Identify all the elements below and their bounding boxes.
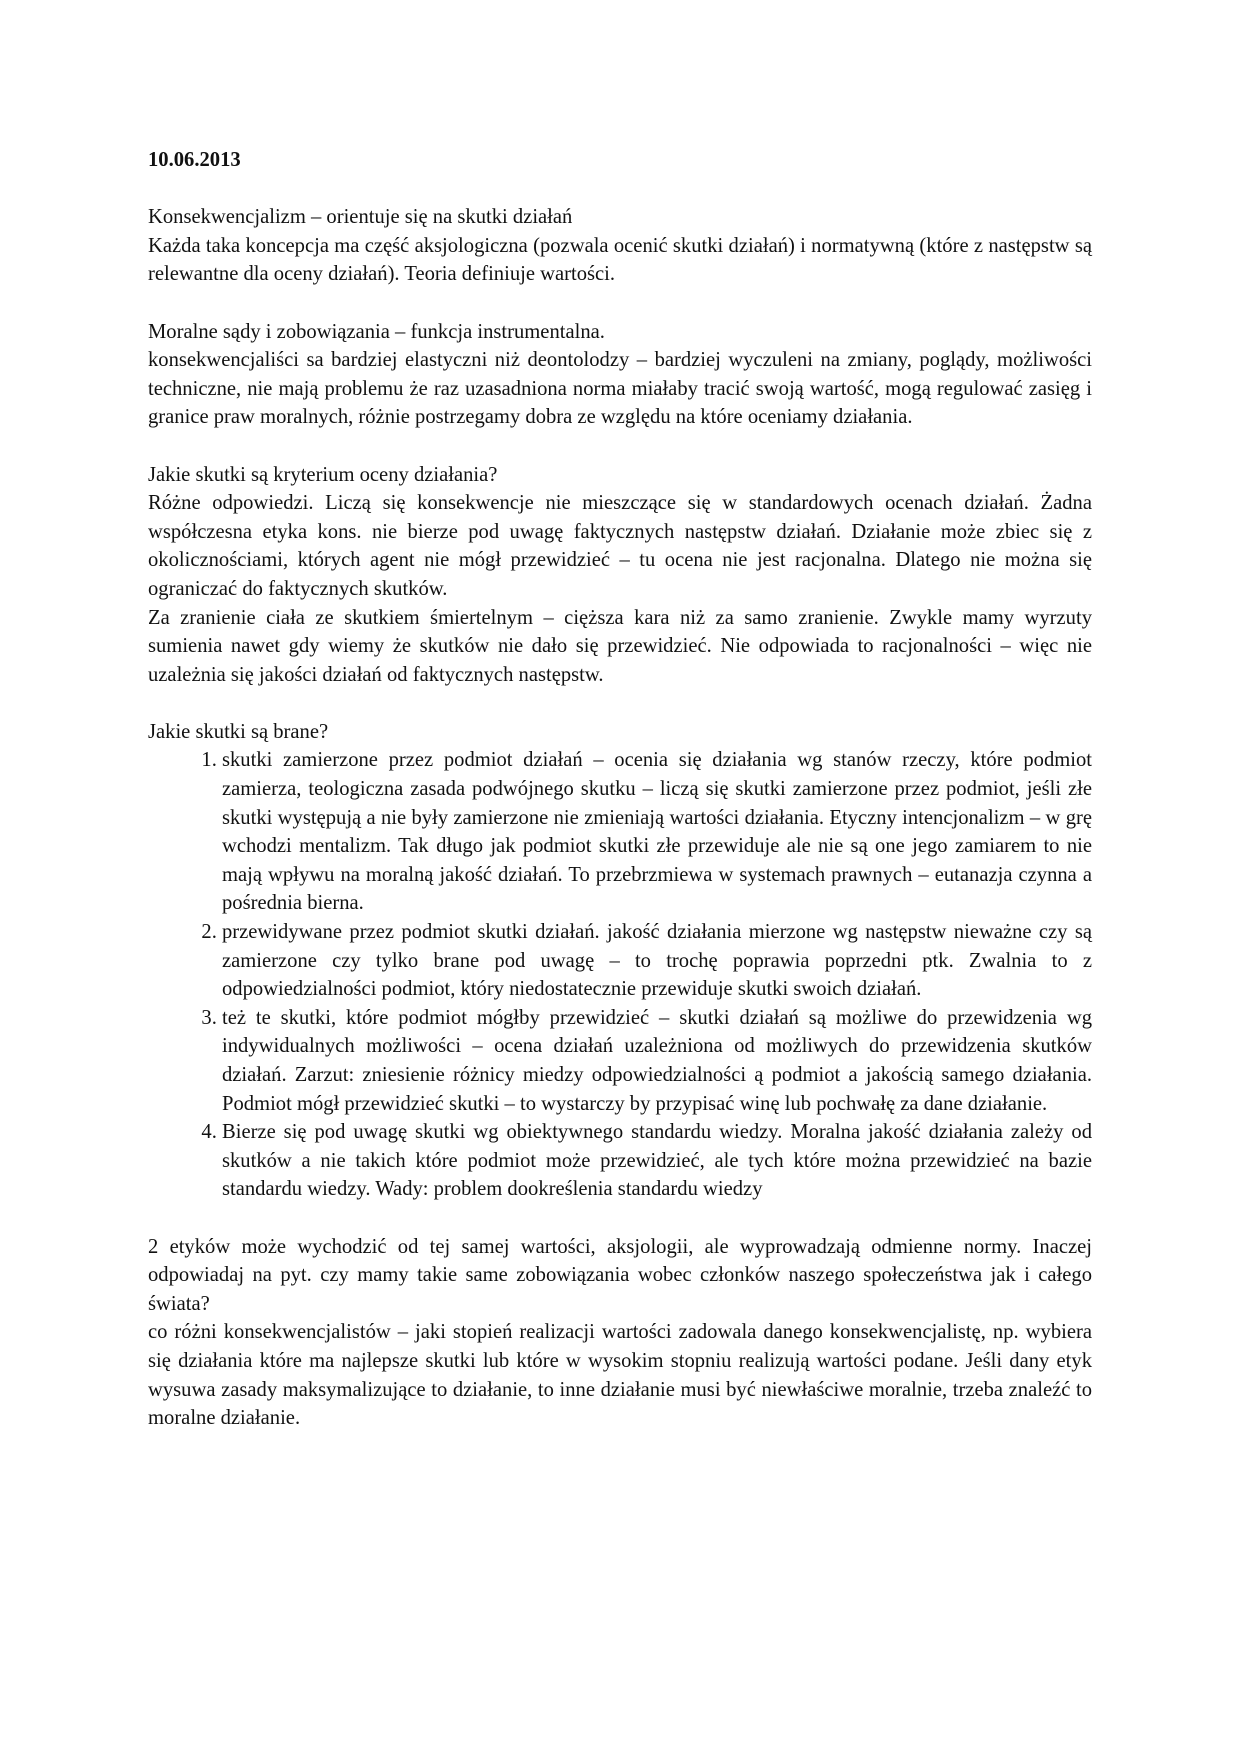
section2-line1: Moralne sądy i zobowiązania – funkcja instrumentalna.	[148, 320, 605, 343]
list-item: 2. przewidywane przez podmiot skutki działań. jakość działania mierzone wg następstw nieważne czy są zamierzone czy tylko brane pod uwagę – to trochę poprawia poprzedni ptk. Zwalnia to z odpowiedzialności podmiot, który niedostatecznie przewiduje skutki swoich działań.	[222, 918, 1092, 1004]
section3-question: Jakie skutki są kryterium oceny działania?	[148, 463, 498, 486]
section4-question: Jakie skutki są brane?	[148, 720, 329, 743]
section-criteria	[148, 461, 1092, 690]
list-item: 1. skutki zamierzone przez podmiot działań – ocenia się działania wg stanów rzeczy, które podmiot zamierza, teologiczna zasada podwójnego skutku – liczą się skutki zamierzone przez podmiot, jeśli złe skutki występują a nie były zamierzone nie zmieniają wartości działania. Etyczny intencjonalizm – w grę wchodzi mentalizm. Tak długo jak podmiot skutki złe przewiduje ale nie są one jego zamiarem to nie mają wpływu na moralną jakość działań. To przebrzmiewa w systemach prawnych – eutanazja czynna a pośrednia bierna.	[222, 746, 1092, 918]
effects-list	[148, 746, 1092, 1204]
list-item: 3. też te skutki, które podmiot mógłby przewidzieć – skutki działań są możliwe do przewidzenia wg indywidualnych możliwości – ocena działań uzależniona od możliwych do przewidzenia skutków działań. Zarzut: zniesienie różnicy miedzy odpowiedzialności ą podmiot a jakością samego działania. Podmiot mógł przewidzieć skutki – to wystarczy by przypisać winę lub pochwałę za dane działanie.	[222, 1004, 1092, 1118]
section5-para1: 2 etyków może wychodzić od tej samej wartości, aksjologii, ale wyprowadzają odmienne normy. Inaczej odpowiadaj na pyt. czy mamy takie same zobowiązania wobec członków naszego społeczeństwa jak i całego świata?	[148, 1235, 1092, 1315]
section-ethicists	[148, 1233, 1092, 1433]
document-date: 10.06.2013	[148, 149, 241, 171]
section1-line1: Konsekwencjalizm – orientuje się na skutki działań	[148, 206, 573, 229]
list-item: 4. Bierze się pod uwagę skutki wg obiektywnego standardu wiedzy. Moralna jakość działania zależy od skutków a nie takich które podmiot może przewidzieć, ale tych które można przewidzieć na bazie standardu wiedzy. Wady: problem dookreślenia standardu wiedzy	[222, 1118, 1092, 1204]
section-effects-taken	[148, 718, 1092, 1204]
document-page	[148, 146, 1092, 1433]
section3-para2: Za zranienie ciała ze skutkiem śmiertelnym – cięższa kara niż za samo zranienie. Zwykle mamy wyrzuty sumienia nawet gdy wiemy że skutków nie dało się przewidzieć. Nie odpowiada to racjonalności – więc nie uzależnia się jakości działań od faktycznych następstw.	[148, 606, 1092, 686]
section3-para1: Różne odpowiedzi. Liczą się konsekwencje nie mieszczące się w standardowych ocenach działań. Żadna współczesna etyka kons. nie bierze pod uwagę faktycznych następstw działań. Działanie może zbiec się z okolicznościami, których agent nie mógł przewidzieć – tu ocena nie jest racjonalna. Dlatego nie można się ograniczać do faktycznych skutków.	[148, 492, 1092, 600]
section5-para2: co różni konsekwencjalistów – jaki stopień realizacji wartości zadowala danego konsekwencjalistę, np. wybiera się działania które ma najlepsze skutki lub które w wysokim stopniu realizują wartości podane. Jeśli dany etyk wysuwa zasady maksymalizujące to działanie, to inne działanie musi być niewłaściwe moralnie, trzeba znaleźć to moralne działanie.	[148, 1321, 1092, 1430]
section-consequentialism	[148, 203, 1092, 289]
section1-line2: Każda taka koncepcja ma część aksjologiczna (pozwala ocenić skutki działań) i normatywną (które z następstw są relewantne dla oceny działań). Teoria definiuje wartości.	[148, 234, 1092, 286]
section-moral-judgments	[148, 318, 1092, 432]
section2-line2: konsekwencjaliści sa bardziej elastyczni niż deontolodzy – bardziej wyczuleni na zmiany, poglądy, możliwości techniczne, nie mają problemu że raz uzasadniona norma miałaby tracić swoją wartość, mogą regulować zasięg i granice praw moralnych, różnie postrzegamy dobra ze względu na które oceniamy działania.	[148, 349, 1092, 429]
